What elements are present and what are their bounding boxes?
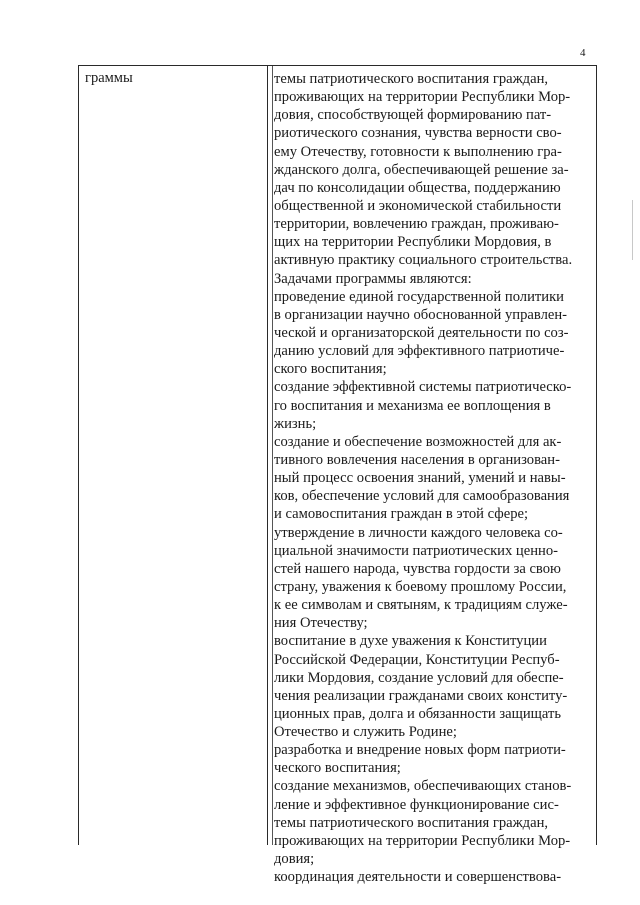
text-line: воспитание в духе уважения к Конституции: [274, 633, 547, 650]
text-line: ского воспитания;: [274, 361, 387, 378]
text-line: стей нашего народа, чувства гордости за свою: [274, 560, 561, 577]
text-line: создание эффективной системы патриотическо-: [274, 379, 572, 396]
text-line: темы патриотического воспитания граждан,: [274, 71, 549, 87]
text-line: жизнь;: [274, 415, 317, 432]
text-line: риотического сознания, чувства верности сво-: [274, 125, 562, 142]
text-line: территории, вовлечению граждан, проживаю-: [274, 216, 559, 233]
text-line: ческой и организаторской деятельности по соз-: [274, 324, 569, 341]
column-divider: [267, 66, 268, 845]
program-table: [78, 65, 597, 886]
text-line: довия, способствующей формированию пат-: [274, 107, 552, 124]
text-line: к ее символам и святыням, к традициям служе-: [274, 597, 568, 614]
text-line: проживающих на территории Республики Мор-: [274, 89, 571, 106]
text-line: довия;: [274, 851, 315, 868]
text-line: ный процесс освоения знаний, умений и навы-: [274, 470, 566, 487]
text-line: создание и обеспечение возможностей для ак-: [274, 433, 562, 450]
text-line: и самовоспитания граждан в этой сфере;: [274, 506, 529, 523]
page-number: 4: [580, 47, 586, 59]
table-left-cell: граммы: [85, 70, 133, 86]
text-line: в организации научно обоснованной управлен-: [274, 306, 568, 323]
text-line: координация деятельности и совершенствова-: [274, 869, 562, 886]
text-line: страну, уважения к боевому прошлому России,: [274, 578, 567, 595]
text-line: общественной и экономической стабильности: [274, 197, 562, 214]
scan-edge-mark: [632, 200, 633, 260]
text-line: ния Отечеству;: [274, 615, 368, 632]
text-line: Отечество и служить Родине;: [274, 724, 457, 741]
text-line: дач по консолидации общества, поддержанию: [274, 179, 561, 196]
text-line: данию условий для эффективного патриотиче-: [274, 343, 565, 360]
text-line: жданского долга, обеспечивающей решение за-: [274, 161, 569, 178]
table-right-cell: [274, 70, 594, 886]
text-line: ление и эффективное функционирование сис-: [274, 796, 559, 813]
text-line: тивного вовлечения населения в организован-: [274, 451, 560, 468]
text-line: создание механизмов, обеспечивающих станов-: [274, 778, 572, 795]
text-line: ческого воспитания;: [274, 760, 401, 777]
column-divider-inner: [272, 66, 273, 845]
text-line: Задачами программы являются:: [274, 270, 472, 287]
text-line: утверждение в личности каждого человека со-: [274, 524, 563, 541]
text-line: активную практику социального строительства.: [274, 252, 573, 269]
text-line: разработка и внедрение новых форм патриоти-: [274, 742, 566, 759]
text-line: чения реализации гражданами своих конститу-: [274, 687, 568, 704]
text-line: щих на территории Республики Мордовия, в: [274, 234, 552, 251]
text-line: Российской Федерации, Конституции Респуб-: [274, 651, 560, 668]
text-line: ционных прав, долга и обязанности защищать: [274, 705, 562, 722]
text-line: проживающих на территории Республики Мор-: [274, 832, 571, 849]
text-line: проведение единой государственной политики: [274, 288, 564, 305]
text-line: ков, обеспечение условий для самообразования: [274, 488, 570, 505]
text-line: лики Мордовия, создание условий для обеспе-: [274, 669, 564, 686]
text-line: го воспитания и механизма ее воплощения в: [274, 397, 551, 414]
text-line: циальной значимости патриотических ценно-: [274, 542, 558, 559]
text-line: ему Отечеству, готовности к выполнению гра-: [274, 143, 562, 160]
text-line: темы патриотического воспитания граждан,: [274, 814, 549, 831]
